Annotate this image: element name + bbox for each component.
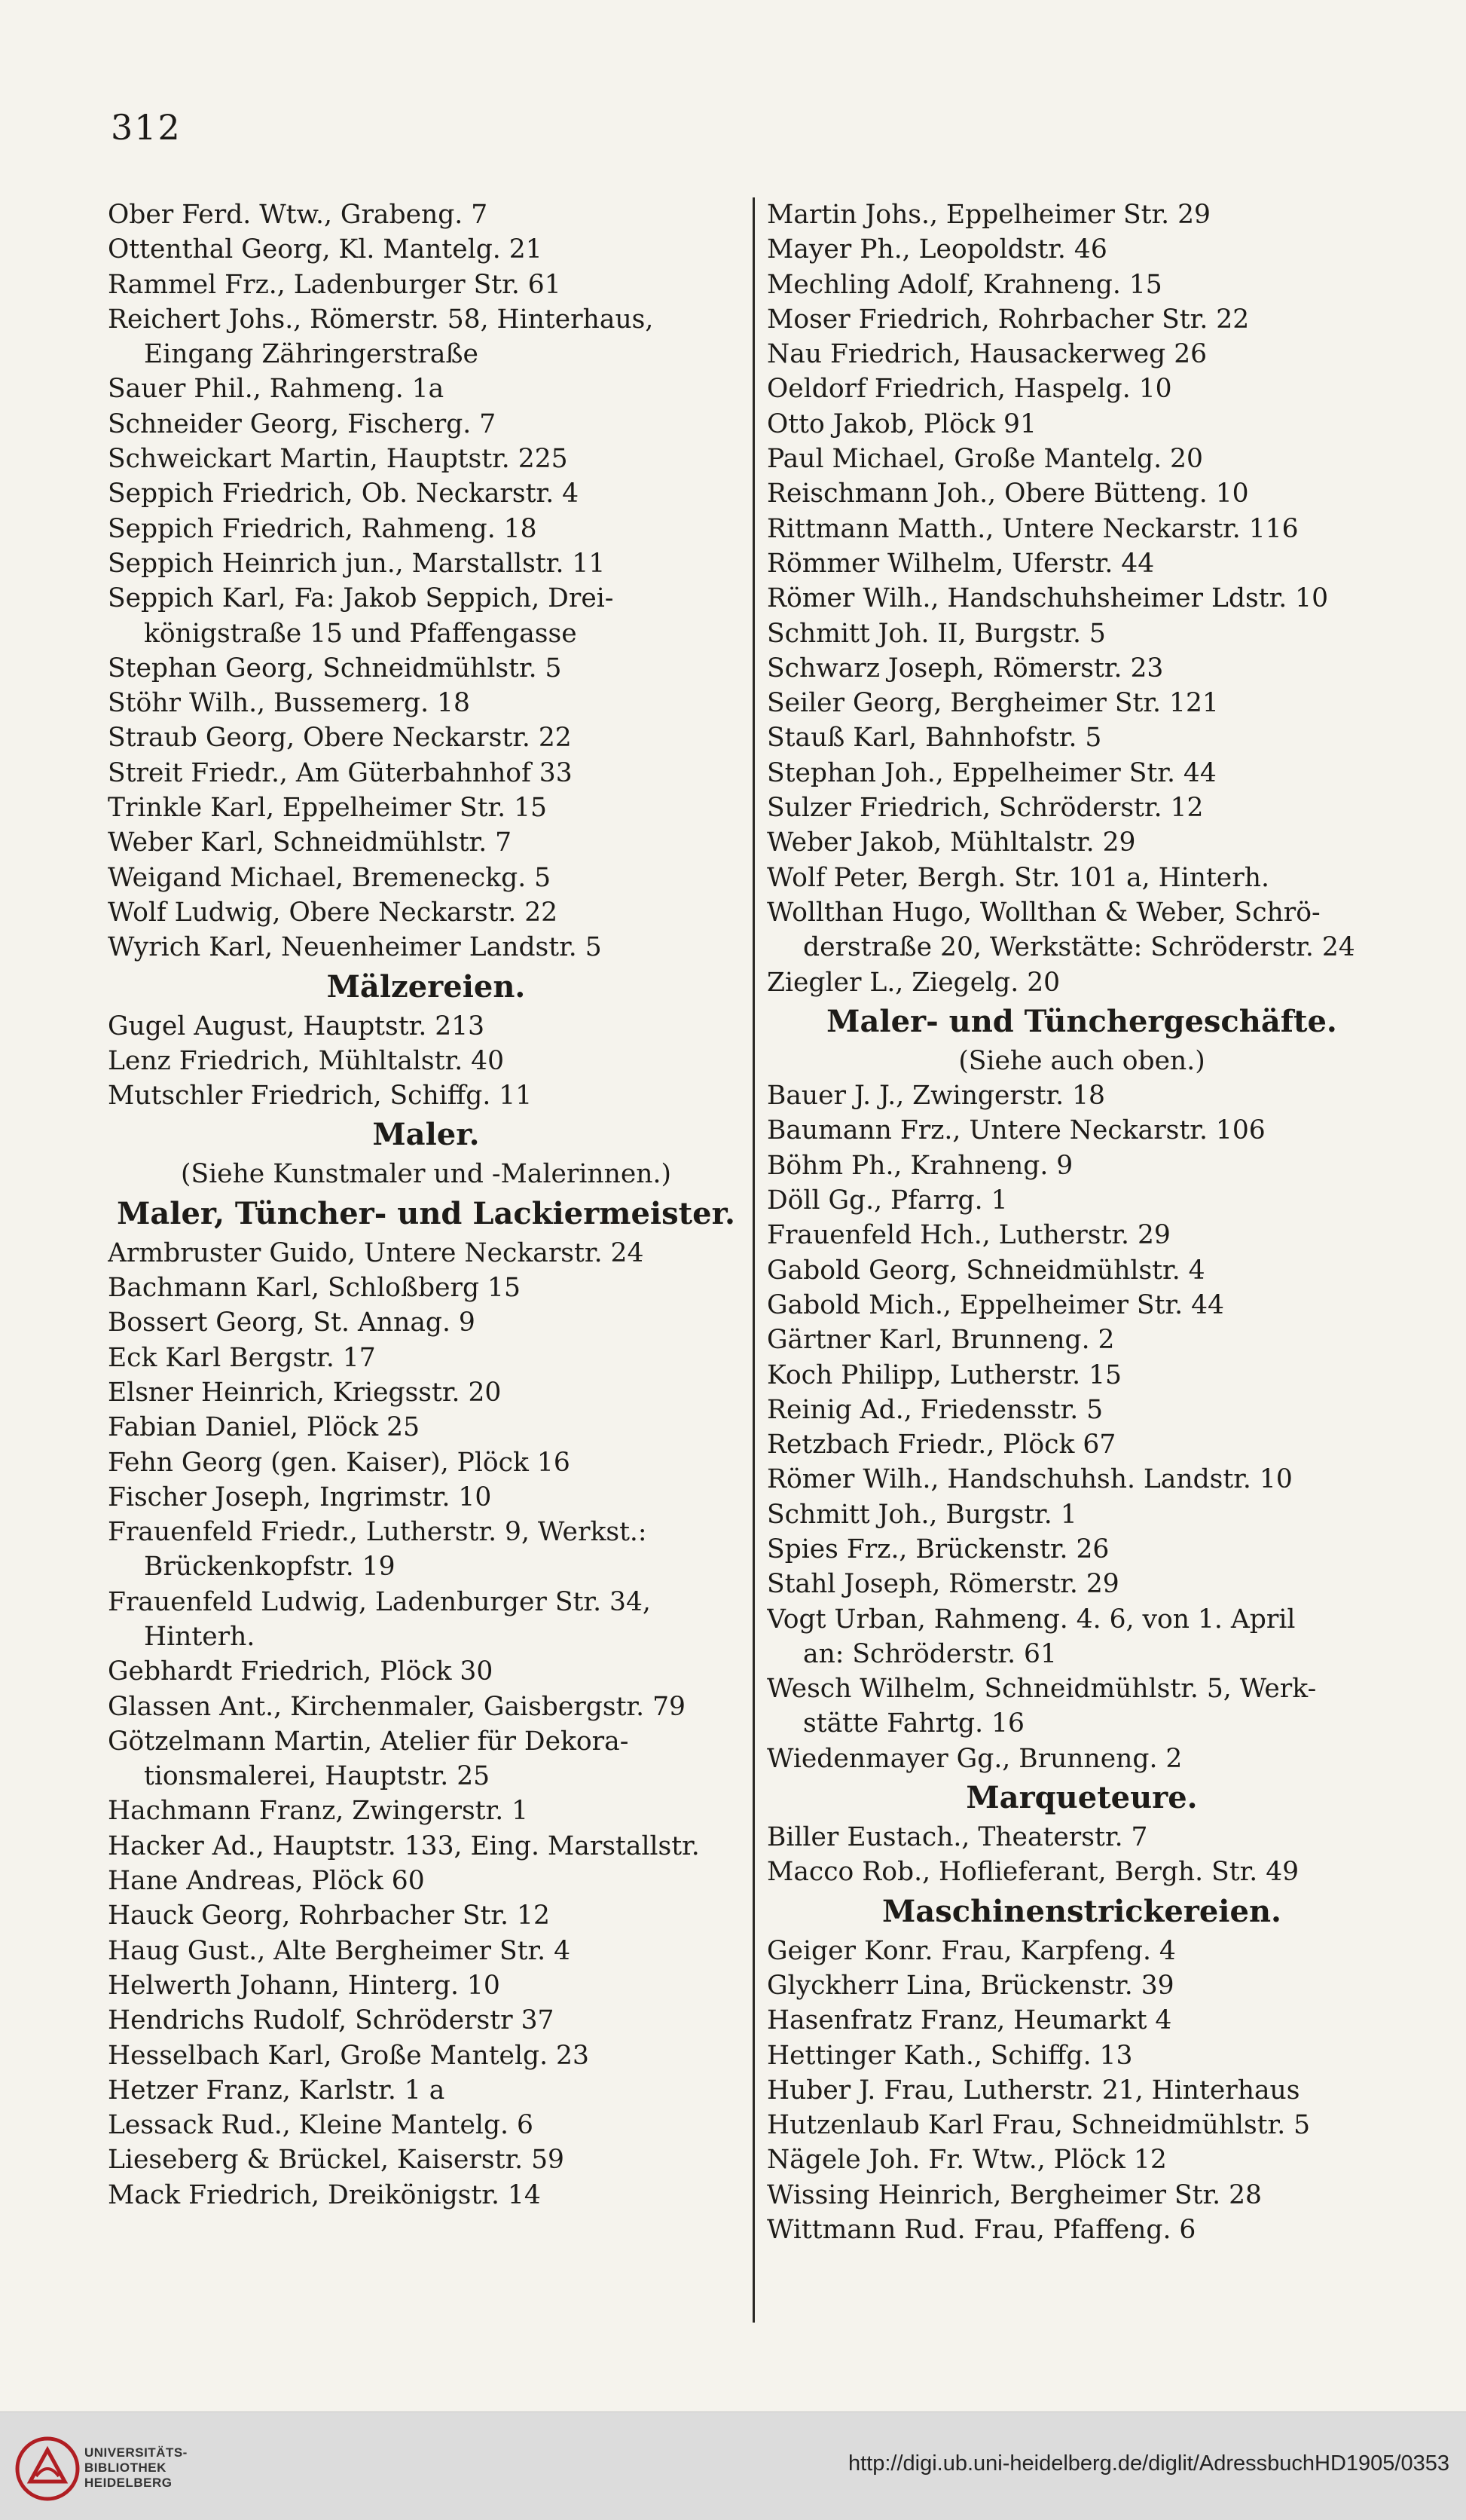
directory-entry: Fabian Daniel, Plöck 25: [108, 1412, 420, 1443]
directory-entry: Glyckherr Lina, Brückenstr. 39: [767, 1970, 1174, 2001]
directory-entry-continuation: derstraße 20, Werkstätte: Schröderstr. 24: [803, 932, 1355, 963]
directory-entry: Mechling Adolf, Krahneng. 15: [767, 269, 1162, 300]
directory-entry: Seppich Friedrich, Rahmeng. 18: [108, 513, 537, 544]
directory-entry: Hane Andreas, Plöck 60: [108, 1866, 425, 1897]
directory-entry: Mayer Ph., Leopoldstr. 46: [767, 234, 1107, 265]
directory-entry-continuation: Eingang Zähringerstraße: [144, 339, 478, 370]
logo-line-3: HEIDELBERG: [84, 2476, 173, 2490]
directory-entry-continuation: königstraße 15 und Pfaffengasse: [144, 618, 577, 649]
directory-entry: Stephan Joh., Eppelheimer Str. 44: [767, 757, 1217, 788]
directory-entry: Streit Friedr., Am Güterbahnhof 33: [108, 757, 573, 788]
directory-entry: Retzbach Friedr., Plöck 67: [767, 1430, 1116, 1460]
page-number: 312: [111, 107, 182, 148]
directory-entry-continuation: stätte Fahrtg. 16: [803, 1708, 1025, 1739]
directory-entry: Frauenfeld Ludwig, Ladenburger Str. 34,: [108, 1586, 651, 1617]
right-column: [767, 197, 1397, 2247]
directory-entry: Römer Wilh., Handschuhsheimer Ldstr. 10: [767, 583, 1329, 614]
directory-entry: Oeldorf Friedrich, Haspelg. 10: [767, 374, 1172, 405]
directory-entry: Döll Gg., Pfarrg. 1: [767, 1185, 1008, 1216]
logo-line-1: UNIVERSITÄTS-: [84, 2445, 188, 2460]
directory-entry: Gabold Mich., Eppelheimer Str. 44: [767, 1289, 1224, 1320]
section-heading: Maler.: [372, 1117, 480, 1153]
directory-entry: Mutschler Friedrich, Schiffg. 11: [108, 1081, 533, 1112]
source-url-link[interactable]: http://digi.ub.uni-heidelberg.de/diglit/AdressbuchHD1905/0353: [848, 2451, 1449, 2476]
directory-entry: Vogt Urban, Rahmeng. 4. 6, von 1. April: [767, 1604, 1296, 1635]
directory-entry: Paul Michael, Große Mantelg. 20: [767, 444, 1203, 475]
directory-entry: Hutzenlaub Karl Frau, Schneidmühlstr. 5: [767, 2110, 1311, 2141]
directory-entry: Gebhardt Friedrich, Plöck 30: [108, 1656, 493, 1687]
section-note: (Siehe auch oben.): [958, 1045, 1205, 1076]
directory-entry: Hasenfratz Franz, Heumarkt 4: [767, 2005, 1172, 2036]
directory-entry: Baumann Frz., Untere Neckarstr. 106: [767, 1115, 1266, 1146]
directory-entry: Seppich Heinrich jun., Marstallstr. 11: [108, 548, 606, 579]
directory-entry: Frauenfeld Friedr., Lutherstr. 9, Werkst.:: [108, 1517, 647, 1548]
directory-entry: Straub Georg, Obere Neckarstr. 22: [108, 723, 572, 754]
directory-entry-continuation: Brückenkopfstr. 19: [144, 1552, 396, 1583]
directory-entry: Ottenthal Georg, Kl. Mantelg. 21: [108, 234, 542, 265]
directory-entry: Wolf Ludwig, Obere Neckarstr. 22: [108, 897, 558, 928]
directory-entry: Sauer Phil., Rahmeng. 1a: [108, 374, 444, 405]
directory-entry: Hesselbach Karl, Große Mantelg. 23: [108, 2040, 589, 2071]
directory-entry: Lessack Rud., Kleine Mantelg. 6: [108, 2110, 533, 2141]
directory-entry: Helwerth Johann, Hinterg. 10: [108, 1970, 500, 2001]
directory-entry: Stöhr Wilh., Bussemerg. 18: [108, 688, 470, 719]
directory-entry: Fehn Georg (gen. Kaiser), Plöck 16: [108, 1447, 570, 1478]
directory-entry: Wittmann Rud. Frau, Pfaffeng. 6: [767, 2215, 1196, 2246]
directory-entry: Hauck Georg, Rohrbacher Str. 12: [108, 1901, 550, 1931]
section-heading: Maschinenstrickereien.: [882, 1893, 1281, 1929]
directory-entry: Fischer Joseph, Ingrimstr. 10: [108, 1482, 492, 1512]
directory-entry: Gärtner Karl, Brunneng. 2: [767, 1325, 1115, 1356]
directory-entry: Rammel Frz., Ladenburger Str. 61: [108, 269, 561, 300]
directory-entry: Eck Karl Bergstr. 17: [108, 1342, 376, 1373]
directory-entry: Römer Wilh., Handschuhsh. Landstr. 10: [767, 1464, 1293, 1495]
section-heading: Marqueteure.: [966, 1780, 1198, 1816]
directory-entry: Reischmann Joh., Obere Bütteng. 10: [767, 479, 1249, 509]
directory-entry: Bauer J. J., Zwingerstr. 18: [767, 1081, 1106, 1112]
directory-entry: Stephan Georg, Schneidmühlstr. 5: [108, 653, 562, 684]
directory-entry: Schneider Georg, Fischerg. 7: [108, 408, 496, 439]
directory-entry: Nau Friedrich, Hausackerweg 26: [767, 339, 1208, 370]
directory-entry-continuation: an: Schröderstr. 61: [803, 1638, 1057, 1669]
directory-entry: Armbruster Guido, Untere Neckarstr. 24: [108, 1237, 644, 1268]
footer-bar: [0, 2411, 1466, 2520]
directory-entry: Römmer Wilhelm, Uferstr. 44: [767, 548, 1155, 579]
directory-entry: Götzelmann Martin, Atelier für Dekora-: [108, 1726, 629, 1757]
directory-entry: Gabold Georg, Schneidmühlstr. 4: [767, 1255, 1205, 1286]
directory-entry: Hendrichs Rudolf, Schröderstr 37: [108, 2005, 554, 2036]
section-heading: Mälzereien.: [326, 968, 526, 1005]
directory-entry-continuation: Hinterh.: [144, 1621, 255, 1652]
directory-entry: Martin Johs., Eppelheimer Str. 29: [767, 200, 1211, 230]
directory-entry: Huber J. Frau, Lutherstr. 21, Hinterhaus: [767, 2075, 1300, 2106]
directory-entry: Schwarz Joseph, Römerstr. 23: [767, 653, 1164, 684]
directory-entry: Wesch Wilhelm, Schneidmühlstr. 5, Werk-: [767, 1674, 1317, 1705]
directory-entry: Elsner Heinrich, Kriegsstr. 20: [108, 1377, 502, 1408]
directory-entry: Ober Ferd. Wtw., Grabeng. 7: [108, 200, 488, 230]
directory-entry: Reinig Ad., Friedensstr. 5: [767, 1394, 1104, 1425]
directory-entry: Hachmann Franz, Zwingerstr. 1: [108, 1796, 529, 1827]
left-column: [108, 197, 744, 2213]
directory-entry: Böhm Ph., Krahneng. 9: [767, 1150, 1074, 1181]
university-seal-icon: [14, 2435, 81, 2503]
directory-entry: Gugel August, Hauptstr. 213: [108, 1011, 485, 1041]
directory-entry: Moser Friedrich, Rohrbacher Str. 22: [767, 304, 1250, 335]
directory-entry: Wissing Heinrich, Bergheimer Str. 28: [767, 2179, 1262, 2210]
directory-entry: Wyrich Karl, Neuenheimer Landstr. 5: [108, 932, 602, 963]
library-logo-text: [84, 2445, 188, 2491]
directory-entry: Schmitt Joh., Burgstr. 1: [767, 1499, 1077, 1530]
directory-entry: Weigand Michael, Bremeneckg. 5: [108, 862, 551, 893]
directory-entry: Wolf Peter, Bergh. Str. 101 a, Hinterh.: [767, 862, 1269, 893]
section-note: (Siehe Kunstmaler und -Malerinnen.): [181, 1159, 671, 1190]
directory-entry: Bossert Georg, St. Annag. 9: [108, 1307, 475, 1338]
logo-line-2: BIBLIOTHEK: [84, 2460, 166, 2475]
directory-entry: Trinkle Karl, Eppelheimer Str. 15: [108, 793, 547, 824]
directory-entry: Weber Jakob, Mühltalstr. 29: [767, 827, 1136, 858]
directory-entry: Weber Karl, Schneidmühlstr. 7: [108, 827, 512, 858]
directory-entry: Hettinger Kath., Schiffg. 13: [767, 2040, 1133, 2071]
directory-entry: Lieseberg & Brückel, Kaiserstr. 59: [108, 2145, 564, 2176]
directory-entry: Wiedenmayer Gg., Brunneng. 2: [767, 1743, 1183, 1774]
directory-entry: Glassen Ant., Kirchenmaler, Gaisbergstr. 79: [108, 1691, 686, 1722]
directory-entry: Reichert Johs., Römerstr. 58, Hinterhaus,: [108, 304, 654, 335]
directory-entry: Macco Rob., Hoflieferant, Bergh. Str. 49: [767, 1857, 1300, 1888]
directory-entry: Rittmann Matth., Untere Neckarstr. 116: [767, 513, 1299, 544]
directory-entry: Hacker Ad., Hauptstr. 133, Eing. Marstallstr.: [108, 1830, 700, 1861]
column-divider: [753, 197, 755, 2323]
directory-entry: Geiger Konr. Frau, Karpfeng. 4: [767, 1935, 1176, 1966]
directory-entry: Hetzer Franz, Karlstr. 1 a: [108, 2075, 445, 2106]
directory-entry: Nägele Joh. Fr. Wtw., Plöck 12: [767, 2145, 1167, 2176]
directory-entry: Biller Eustach., Theaterstr. 7: [767, 1822, 1148, 1853]
directory-entry: Otto Jakob, Plöck 91: [767, 408, 1037, 439]
directory-entry: Frauenfeld Hch., Lutherstr. 29: [767, 1220, 1171, 1251]
directory-entry: Wollthan Hugo, Wollthan & Weber, Schrö-: [767, 897, 1321, 928]
directory-entry: Spies Frz., Brückenstr. 26: [767, 1534, 1110, 1564]
directory-entry: Stauß Karl, Bahnhofstr. 5: [767, 723, 1102, 754]
directory-entry: Koch Philipp, Lutherstr. 15: [767, 1359, 1122, 1390]
directory-entry-continuation: tionsmalerei, Hauptstr. 25: [144, 1761, 490, 1792]
section-heading: Maler, Tüncher- und Lackiermeister.: [117, 1195, 735, 1231]
directory-entry: Haug Gust., Alte Bergheimer Str. 4: [108, 1935, 571, 1966]
directory-entry: Schweickart Martin, Hauptstr. 225: [108, 444, 568, 475]
directory-entry: Stahl Joseph, Römerstr. 29: [767, 1569, 1119, 1600]
directory-entry: Schmitt Joh. II, Burgstr. 5: [767, 618, 1106, 649]
section-heading: Maler- und Tünchergeschäfte.: [826, 1003, 1337, 1039]
directory-entry: Seiler Georg, Bergheimer Str. 121: [767, 688, 1219, 719]
directory-entry: Seppich Friedrich, Ob. Neckarstr. 4: [108, 479, 579, 509]
directory-entry: Bachmann Karl, Schloßberg 15: [108, 1273, 521, 1304]
directory-entry: Ziegler L., Ziegelg. 20: [767, 967, 1061, 998]
directory-entry: Sulzer Friedrich, Schröderstr. 12: [767, 793, 1204, 824]
directory-entry: Lenz Friedrich, Mühltalstr. 40: [108, 1045, 505, 1076]
directory-entry: Seppich Karl, Fa: Jakob Seppich, Drei-: [108, 583, 614, 614]
directory-entry: Mack Friedrich, Dreikönigstr. 14: [108, 2179, 541, 2210]
